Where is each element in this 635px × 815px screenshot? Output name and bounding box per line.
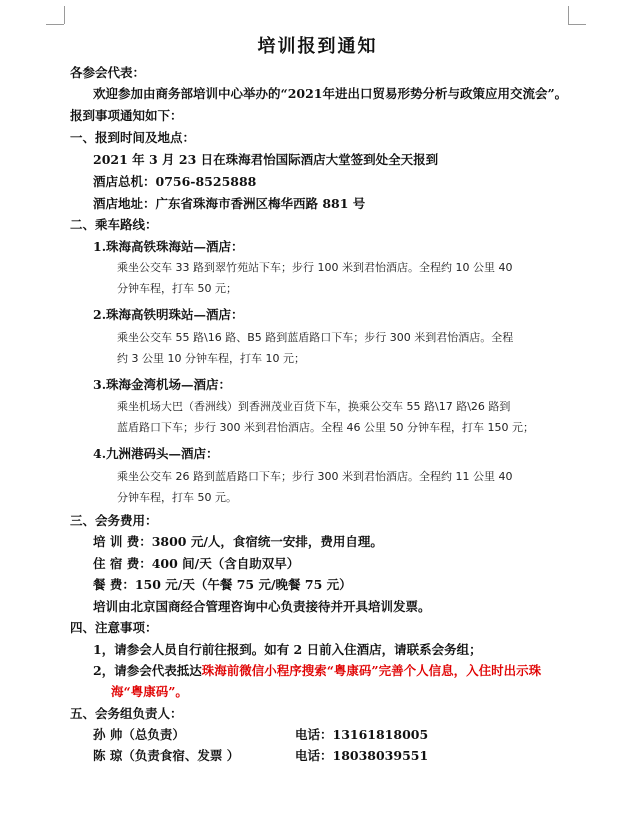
document-title: 培训报到通知 bbox=[257, 36, 378, 57]
hotel-phone: 酒店总机：0756-8525888 bbox=[93, 174, 257, 189]
section-2-heading: 二、乘车路线： bbox=[70, 217, 158, 232]
report-time: 2021 年 3 月 23 日在珠海君怡国际酒店大堂签到处全天报到 bbox=[93, 152, 439, 167]
salutation: 各参会代表： bbox=[70, 65, 146, 80]
meal-fee: 餐 费：150 元/天（午餐 75 元/晚餐 75 元） bbox=[93, 577, 352, 592]
invoice-note: 培训由北京国商经合管理咨询中心负责接待并开具培训发票。 bbox=[93, 599, 431, 614]
hotel-address: 酒店地址：广东省珠海市香洲区梅华西路 881 号 bbox=[93, 196, 366, 211]
contact-name: 陈 琼（负责食宿、发票 ） bbox=[93, 748, 240, 763]
section-1-heading: 一、报到时间及地点： bbox=[70, 130, 196, 145]
section-5-heading: 五、会务组负责人： bbox=[70, 706, 183, 721]
section-3-heading: 三、会务费用： bbox=[70, 513, 158, 528]
notice-item-2 bbox=[93, 662, 541, 680]
intro-text: 欢迎参加由商务部培训中心举办的“2021年进出口贸易形势分析与政策应用交流会”。 bbox=[93, 86, 568, 101]
contact-phone: 电话：13161818005 bbox=[295, 727, 429, 742]
route-detail: 分钟车程，打车 50 元； bbox=[117, 282, 237, 295]
route-detail: 约 3 公里 10 分钟车程，打车 10 元； bbox=[117, 352, 305, 365]
route-title: 2.珠海高铁明珠站—酒店： bbox=[93, 307, 244, 322]
route-detail: 蓝盾路口下车；步行 300 米到君怡酒店。全程 46 公里 50 分钟车程，打车 150 元； bbox=[117, 421, 534, 434]
notice-item-2-highlight: 珠海前微信小程序搜索“粤康码”完善个人信息，入住时出示珠 bbox=[201, 663, 542, 678]
training-fee: 培 训 费：3800 元/人，食宿统一安排，费用自理。 bbox=[93, 534, 383, 549]
contact-phone: 电话：18038039551 bbox=[295, 748, 429, 763]
section-4-heading: 四、注意事项： bbox=[70, 620, 158, 635]
contact-name: 孙 帅（总负责） bbox=[93, 727, 185, 742]
route-detail: 乘坐公交车 33 路到翠竹苑站下车；步行 100 米到君怡酒店。全程约 10 公里 40 bbox=[117, 261, 513, 274]
route-detail: 乘坐公交车 26 路到蓝盾路口下车；步行 300 米到君怡酒店。全程约 11 公里 40 bbox=[117, 470, 513, 483]
intro-text-2: 报到事项通知如下： bbox=[70, 108, 183, 123]
route-title: 4.九洲港码头—酒店： bbox=[93, 446, 219, 461]
notice-item-2-prefix: 2，请参会代表抵达 bbox=[93, 663, 202, 678]
route-detail: 乘坐机场大巴（香洲线）到香洲茂业百货下车，换乘公交车 55 路\17 路\26 路到 bbox=[117, 400, 511, 413]
route-detail: 乘坐公交车 55 路\16 路、B5 路到蓝盾路口下车；步行 300 米到君怡酒店。全程 bbox=[117, 331, 514, 344]
route-detail: 分钟车程，打车 50 元。 bbox=[117, 491, 237, 504]
lodging-fee: 住 宿 费：400 间/天（含自助双早） bbox=[93, 556, 300, 571]
notice-item-1: 1，请参会人员自行前往报到。如有 2 日前入住酒店，请联系会务组； bbox=[93, 642, 482, 657]
route-title: 3.珠海金湾机场—酒店： bbox=[93, 377, 232, 392]
notice-item-2-highlight-cont: 海“粤康码”。 bbox=[111, 684, 188, 699]
route-title: 1.珠海高铁珠海站—酒店： bbox=[93, 239, 244, 254]
